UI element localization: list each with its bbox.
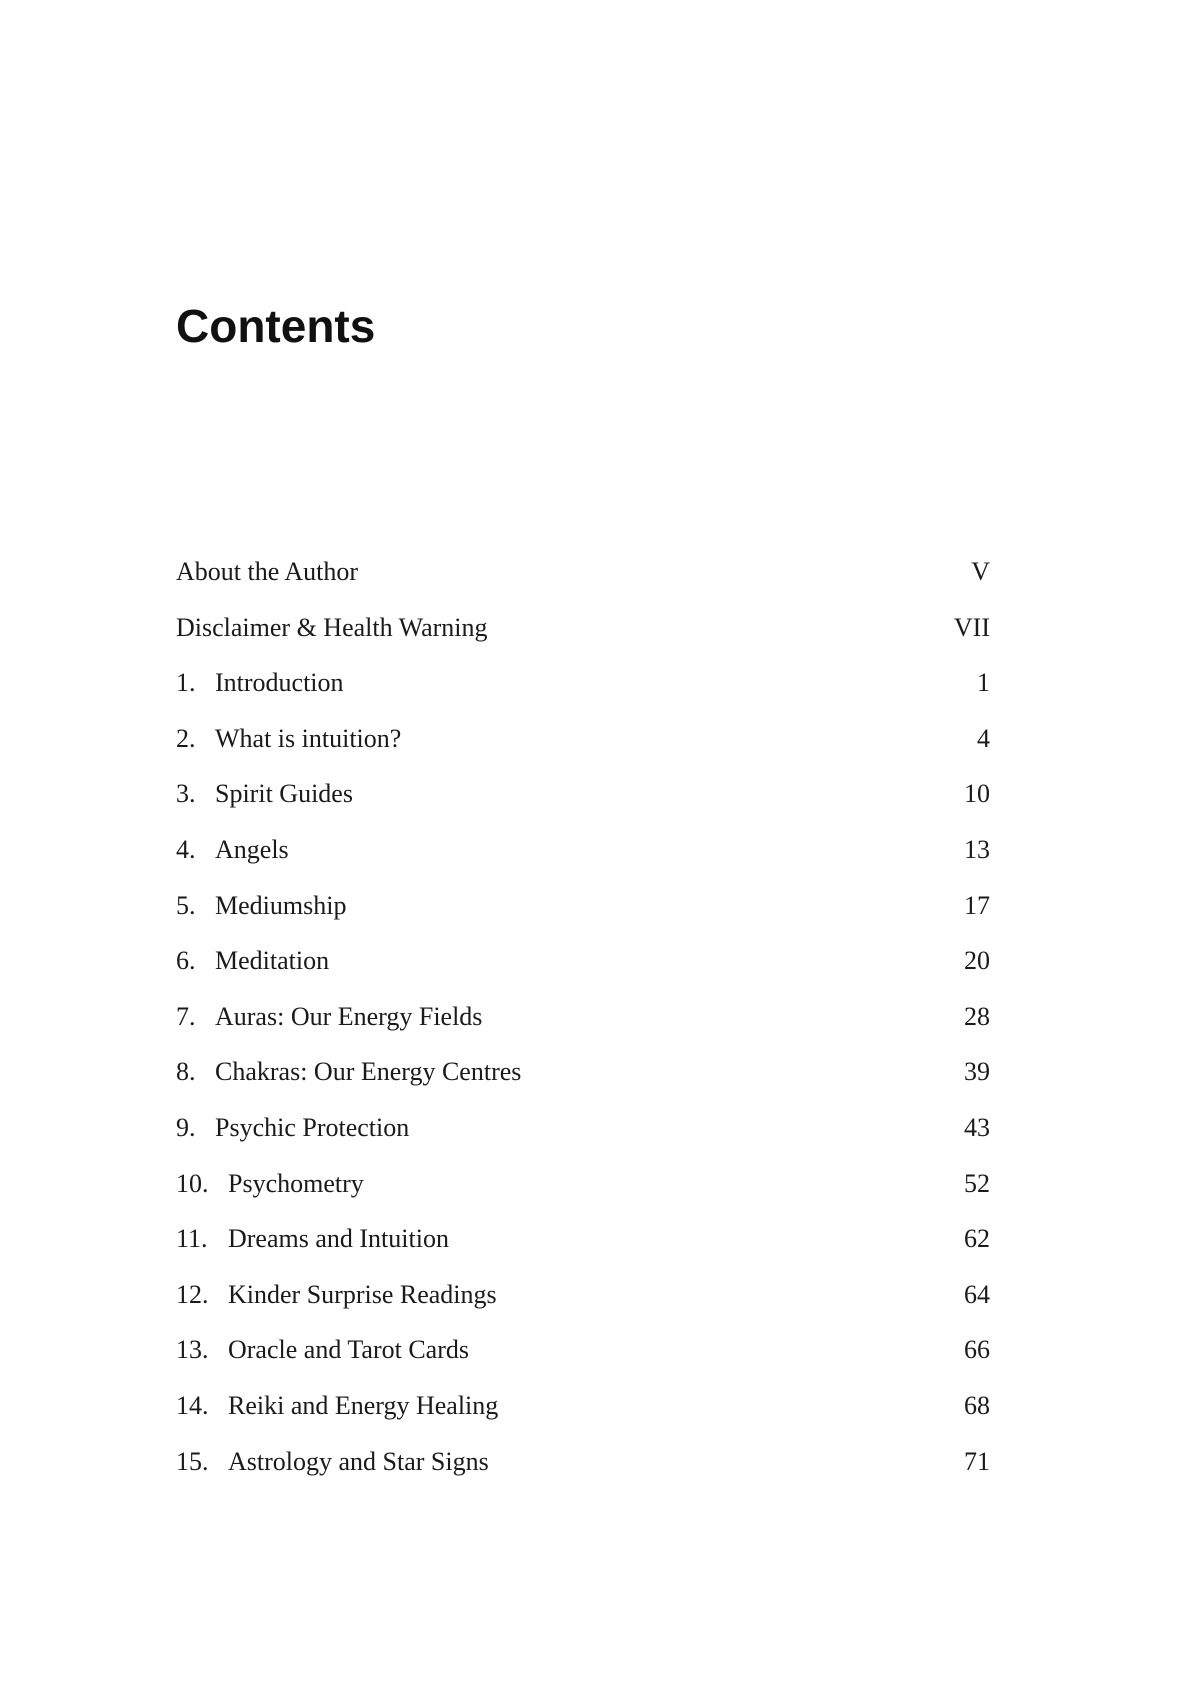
toc-entry-disclaimer[interactable] bbox=[176, 600, 990, 656]
toc-entry-chapter-11[interactable] bbox=[176, 1211, 990, 1267]
toc-entry-page: 62 bbox=[964, 1224, 990, 1254]
toc-entry-label: 15. Astrology and Star Signs bbox=[176, 1434, 489, 1490]
toc-entry-page: 1 bbox=[977, 668, 990, 698]
toc-entry-chapter-7[interactable] bbox=[176, 989, 990, 1045]
toc-entry-number: 8. bbox=[176, 1057, 196, 1087]
toc-entry-chapter-2[interactable] bbox=[176, 711, 990, 767]
toc-entry-chapter-8[interactable] bbox=[176, 1044, 990, 1100]
toc-entry-number: 6. bbox=[176, 946, 196, 976]
toc-entry-label: 2. What is intuition? bbox=[176, 711, 401, 767]
toc-entry-page: VII bbox=[953, 612, 990, 642]
toc-entry-label: 13. Oracle and Tarot Cards bbox=[176, 1322, 469, 1378]
page-title: Contents bbox=[176, 300, 376, 352]
toc-entry-label: 8. Chakras: Our Energy Centres bbox=[176, 1044, 521, 1100]
toc-entry-label: 10. Psychometry bbox=[176, 1156, 364, 1212]
toc-entry-label: 4. Angels bbox=[176, 822, 289, 878]
toc-entry-chapter-3[interactable] bbox=[176, 766, 990, 822]
toc-entry-number: 5. bbox=[176, 890, 196, 920]
table-of-contents bbox=[176, 544, 990, 1489]
toc-entry-label: Disclaimer & Health Warning bbox=[176, 612, 488, 642]
toc-entry-label: About the Author bbox=[176, 557, 358, 586]
toc-entry-number: 11. bbox=[176, 1224, 208, 1254]
toc-entry-label: 1. Introduction bbox=[176, 655, 344, 711]
toc-entry-page: 20 bbox=[964, 946, 990, 976]
toc-entry-page: 17 bbox=[964, 890, 990, 920]
toc-entry-page: 68 bbox=[964, 1390, 990, 1420]
toc-entry-number: 15. bbox=[176, 1446, 209, 1476]
toc-entry-label: 9. Psychic Protection bbox=[176, 1100, 409, 1156]
toc-entry-chapter-5[interactable] bbox=[176, 878, 990, 934]
toc-entry-page: 39 bbox=[964, 1057, 990, 1087]
toc-entry-label: 3. Spirit Guides bbox=[176, 766, 353, 822]
toc-entry-label: 5. Mediumship bbox=[176, 878, 346, 934]
toc-entry-page: 28 bbox=[964, 1001, 990, 1031]
toc-entry-label: 11. Dreams and Intuition bbox=[176, 1211, 449, 1267]
toc-entry-chapter-4[interactable] bbox=[176, 822, 990, 878]
toc-entry-page: 64 bbox=[964, 1279, 990, 1309]
toc-entry-chapter-13[interactable] bbox=[176, 1322, 990, 1378]
toc-entry-page: 43 bbox=[964, 1112, 990, 1142]
toc-entry-page: 10 bbox=[964, 779, 990, 809]
toc-entry-chapter-14[interactable] bbox=[176, 1378, 990, 1434]
toc-entry-number: 4. bbox=[176, 834, 196, 864]
toc-entry-chapter-10[interactable] bbox=[176, 1156, 990, 1212]
toc-entry-chapter-15[interactable] bbox=[176, 1434, 990, 1490]
toc-entry-chapter-9[interactable] bbox=[176, 1100, 990, 1156]
toc-entry-chapter-1[interactable] bbox=[176, 655, 990, 711]
toc-entry-page: 52 bbox=[964, 1168, 990, 1198]
toc-entry-page: 71 bbox=[964, 1446, 990, 1476]
toc-entry-page: 66 bbox=[964, 1335, 990, 1365]
toc-entry-number: 9. bbox=[176, 1112, 196, 1142]
toc-entry-about-the-author[interactable] bbox=[176, 544, 990, 600]
toc-entry-number: 2. bbox=[176, 723, 196, 753]
toc-entry-chapter-12[interactable] bbox=[176, 1267, 990, 1323]
toc-entry-number: 3. bbox=[176, 779, 196, 809]
toc-entry-label: 12. Kinder Surprise Readings bbox=[176, 1267, 497, 1323]
toc-entry-label: 6. Meditation bbox=[176, 933, 329, 989]
toc-entry-number: 7. bbox=[176, 1001, 196, 1031]
toc-entry-number: 13. bbox=[176, 1335, 209, 1365]
toc-entry-label: 7. Auras: Our Energy Fields bbox=[176, 989, 482, 1045]
toc-entry-number: 14. bbox=[176, 1390, 209, 1420]
toc-entry-chapter-6[interactable] bbox=[176, 933, 990, 989]
toc-entry-number: 1. bbox=[176, 668, 196, 698]
toc-entry-page: V bbox=[971, 557, 990, 586]
toc-entry-number: 12. bbox=[176, 1279, 209, 1309]
toc-entry-page: 13 bbox=[964, 834, 990, 864]
toc-entry-page: 4 bbox=[977, 723, 990, 753]
toc-entry-label: 14. Reiki and Energy Healing bbox=[176, 1378, 498, 1434]
toc-entry-number: 10. bbox=[176, 1168, 209, 1198]
